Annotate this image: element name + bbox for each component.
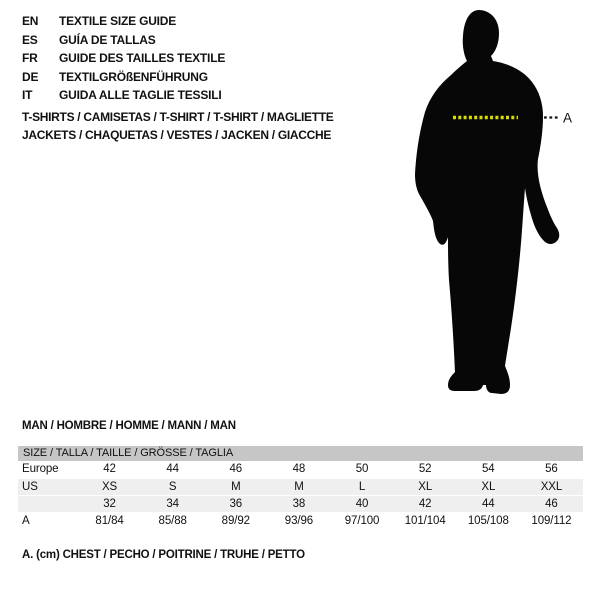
language-label: TEXTILE SIZE GUIDE [59,14,177,29]
size-cell: 42 [78,461,141,478]
language-row-de [22,68,225,87]
size-cell: S [141,478,204,495]
size-cell: M [267,478,330,495]
table-row-europe [18,461,583,478]
measurement-footnote: A. (cm) CHEST / PECHO / POITRINE / TRUHE / PETTO [22,549,305,561]
size-cell: 48 [267,461,330,478]
language-row-fr [22,49,225,68]
size-cell: 44 [141,461,204,478]
size-table [18,446,583,530]
language-code: DE [22,69,39,84]
size-cell: L [331,478,394,495]
language-row-it [22,86,225,105]
row-label: A [18,512,78,529]
size-cell: 38 [267,495,330,512]
size-cell: 32 [78,495,141,512]
size-cell: 44 [457,495,520,512]
man-silhouette-figure [395,5,585,400]
row-label: US [18,478,78,495]
size-cell: 46 [520,495,583,512]
size-cell: 101/104 [394,512,457,529]
size-cell: 50 [331,461,394,478]
size-cell: 46 [204,461,267,478]
language-code: ES [22,32,38,47]
size-cell: 97/100 [331,512,394,529]
size-cell: 54 [457,461,520,478]
size-cell: XL [394,478,457,495]
language-label: GUÍA DE TALLAS [59,32,156,47]
size-cell: 93/96 [267,512,330,529]
language-list [22,12,225,105]
language-code: FR [22,51,38,66]
language-row-es [22,31,225,50]
size-table-grid [18,461,583,530]
size-cell: 42 [394,495,457,512]
language-label: GUIDE DES TAILLES TEXTILE [59,51,226,66]
row-label [18,495,78,512]
size-cell: XL [457,478,520,495]
size-cell: 56 [520,461,583,478]
language-label: TEXTILGRÖßENFÜHRUNG [59,69,208,84]
size-cell: 89/92 [204,512,267,529]
category-line-jackets: JACKETS / CHAQUETAS / VESTES / JACKEN / GIACCHE [22,128,332,142]
size-cell: 36 [204,495,267,512]
table-row-chest [18,512,583,529]
size-cell: M [204,478,267,495]
table-row-numeric [18,495,583,512]
language-code: EN [22,14,39,29]
language-label: GUIDA ALLE TAGLIE TESSILI [59,88,222,103]
size-cell: 105/108 [457,512,520,529]
size-table-header: SIZE / TALLA / TAILLE / GRÖSSE / TAGLIA [18,446,583,461]
size-cell: XS [78,478,141,495]
category-lines [22,108,334,144]
language-row-en [22,12,225,31]
size-cell: XXL [520,478,583,495]
man-silhouette [415,10,559,394]
row-label: Europe [18,461,78,478]
size-cell: 34 [141,495,204,512]
size-cell: 40 [331,495,394,512]
table-row-us [18,478,583,495]
measure-label-a: A [563,110,573,126]
language-code: IT [22,88,33,103]
size-cell: 109/112 [520,512,583,529]
size-cell: 81/84 [78,512,141,529]
size-cell: 52 [394,461,457,478]
size-cell: 85/88 [141,512,204,529]
section-title-man: MAN / HOMBRE / HOMME / MANN / MAN [22,420,236,432]
category-line-tshirts: T-SHIRTS / CAMISETAS / T-SHIRT / T-SHIRT / MAGLIETTE [22,110,334,124]
